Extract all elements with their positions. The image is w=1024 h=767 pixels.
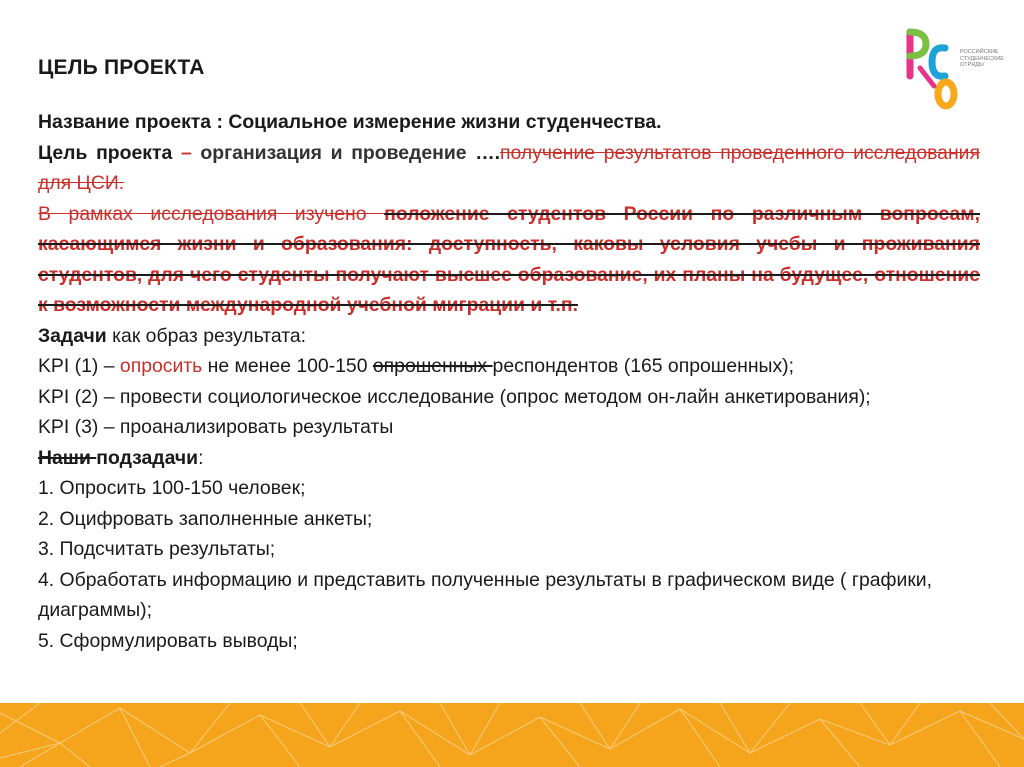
subtasks-heading: Наши подзадачи: xyxy=(38,446,204,469)
footer-decoration xyxy=(0,703,1024,767)
list-item: 5. Сформулировать выводы; xyxy=(38,629,298,652)
list-item: 1. Опросить 100-150 человек; xyxy=(38,477,306,499)
list-item: 4. Обработать информацию и представить полученные результаты в графическом виде ( графики, диаграммы); xyxy=(38,568,933,621)
logo-caption: РОССИЙСКИЕ СТУДЕНЧЕСКИЕ ОТРЯДЫ xyxy=(960,49,1004,68)
kpi-1: KPI (1) – опросить не менее 100-150 опрошенных респондентов (165 опрошенных); xyxy=(38,355,795,377)
tasks-heading: Задачи как образ результата: xyxy=(38,324,307,347)
kpi-3: KPI (3) – проанализировать результаты xyxy=(38,416,394,438)
research-description: В рамках исследования изучено положение студентов России по различным вопросам, касающимся жизни и образования: доступность, каковы условия учебы и проживания студентов, для чего студенты получают высшее образование, их планы на будущее, отношение к возможности международной учебной миграции и т.п. xyxy=(38,202,980,316)
project-name: Название проекта : Социальное измерение жизни студенчества. xyxy=(38,111,662,133)
list-item: 3. Подсчитать результаты; xyxy=(38,538,276,560)
project-goal: Цель проекта – организация и проведение ….получение результатов проведенного исследования для ЦСИ. xyxy=(38,141,981,194)
page-title: ЦЕЛЬ ПРОЕКТА xyxy=(38,56,205,79)
project-content xyxy=(38,107,980,656)
list-item: 2. Оцифровать заполненные анкеты; xyxy=(38,507,373,530)
kpi-2: KPI (2) – провести социологическое исследование (опрос методом он-лайн анкетирования); xyxy=(38,385,871,408)
triangle-pattern-icon xyxy=(0,703,1024,767)
rso-logo-icon xyxy=(900,24,1010,114)
